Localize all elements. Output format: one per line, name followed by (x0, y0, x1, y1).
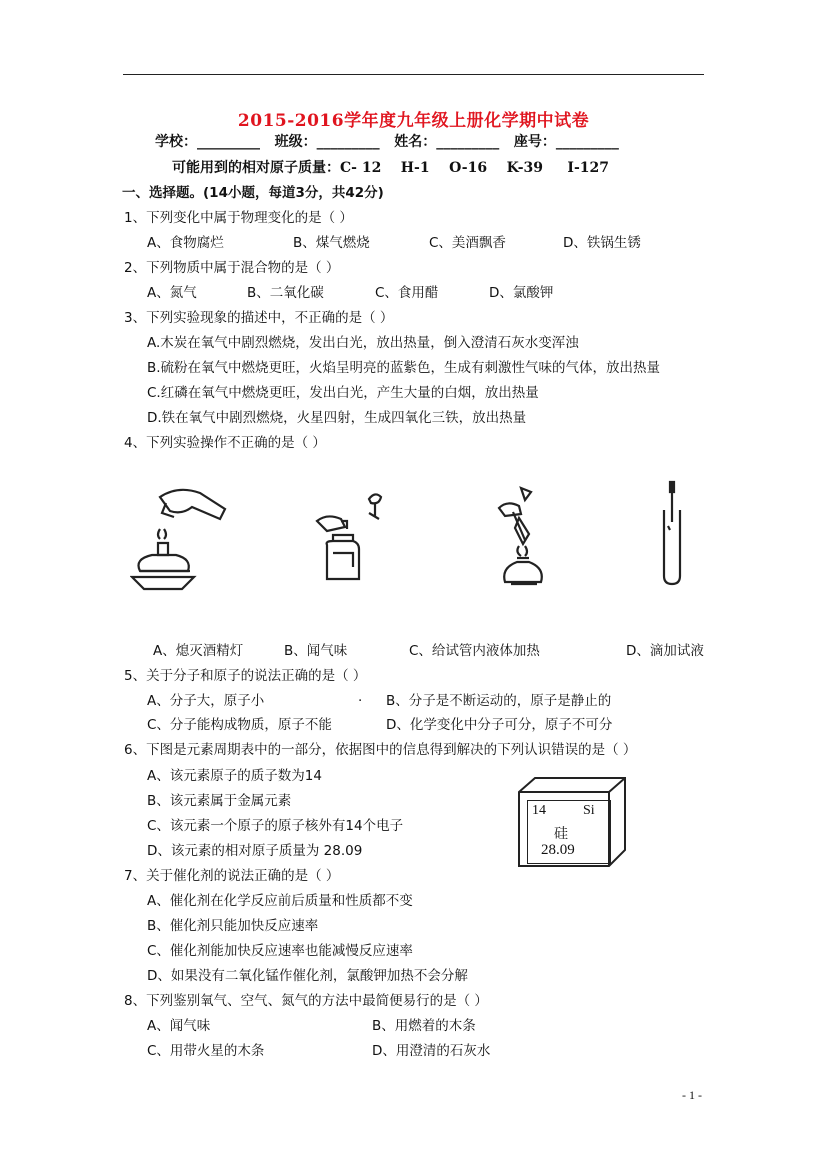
question-8-option-d: D、用澄清的石灰水 (372, 1043, 491, 1059)
question-2-option-b: B、二氧化碳 (247, 285, 324, 301)
question-1-option-b: B、煤气燃烧 (293, 235, 370, 251)
question-3-option-a: A.木炭在氧气中剧烈燃烧，发出白光，放出热量，倒入澄清石灰水变浑浊 (147, 335, 579, 351)
question-6-option-b: B、该元素属于金属元素 (147, 793, 292, 809)
question-4-stem: 4、下列实验操作不正确的是（ ） (124, 435, 326, 451)
question-8-option-a: A、闻气味 (147, 1018, 211, 1034)
section-heading: 一、选择题。(14小题，每道3分，共42分) (122, 185, 384, 201)
question-4-option-b: B、闻气味 (284, 643, 348, 659)
page-number: - 1 - (682, 1088, 702, 1102)
question-2-option-d: D、氯酸钾 (489, 285, 554, 301)
question-2-stem: 2、下列物质中属于混合物的是（ ） (124, 260, 340, 276)
element-name: 硅 (554, 826, 568, 842)
question-5-option-a: A、分子大，原子小 (147, 693, 265, 709)
question-1-stem: 1、下列变化中属于物理变化的是（ ） (124, 210, 353, 226)
dropper-test-tube-figure (660, 480, 684, 588)
student-info-line: 学校：_________ 班级：_________ 姓名：_________ 座号：_________ (155, 134, 619, 150)
question-6-stem: 6、下图是元素周期表中的一部分，依据图中的信息得到解决的下列认识错误的是（ ） (124, 742, 637, 758)
question-3-option-b: B.硫粉在氧气中燃烧更旺，火焰呈明亮的蓝紫色，生成有刺激性气味的气体，放出热量 (147, 360, 661, 376)
element-symbol: Si (583, 803, 595, 818)
question-5-option-d: D、化学变化中分子可分，原子不可分 (386, 717, 613, 733)
question-1-option-a: A、食物腐烂 (147, 235, 224, 251)
heating-test-tube-figure (495, 484, 555, 594)
header-rule (123, 74, 704, 75)
element-atomic-mass: 28.09 (541, 842, 575, 858)
question-7-option-c: C、催化剂能加快反应速率也能减慢反应速率 (147, 943, 413, 959)
question-2-option-a: A、氮气 (147, 285, 197, 301)
question-6-option-d: D、该元素的相对原子质量为 28.09 (147, 843, 363, 859)
atomic-mass-line: 可能用到的相对原子质量：C- 12 H-1 O-16 K-39 I-127 (172, 160, 609, 176)
question-8-stem: 8、下列鉴别氧气、空气、氮气的方法中最简便易行的是（ ） (124, 993, 488, 1009)
question-8-option-b: B、用燃着的木条 (372, 1018, 476, 1034)
question-4-option-a: A、熄灭酒精灯 (153, 643, 244, 659)
question-6-option-a: A、该元素原子的质子数为14 (147, 768, 322, 784)
question-5-option-c: C、分子能构成物质，原子不能 (147, 717, 332, 733)
smell-gas-figure (313, 487, 393, 587)
question-1-option-c: C、美酒飘香 (429, 235, 506, 251)
question-7-option-a: A、催化剂在化学反应前后质量和性质都不变 (147, 893, 413, 909)
question-3-stem: 3、下列实验现象的描述中，不正确的是（ ） (124, 310, 394, 326)
question-4-option-c: C、给试管内液体加热 (409, 643, 540, 659)
question-5-stem: 5、关于分子和原子的说法正确的是（ ） (124, 668, 367, 684)
question-6-option-c: C、该元素一个原子的原子核外有14个电子 (147, 818, 404, 834)
alcohol-lamp-blowing-figure (130, 485, 230, 595)
question-3-option-d: D.铁在氧气中剧烈燃烧，火星四射，生成四氧化三铁，放出热量 (147, 410, 527, 426)
question-7-option-d: D、如果没有二氧化锰作催化剂，氯酸钾加热不会分解 (147, 968, 468, 984)
question-3-option-c: C.红磷在氧气中燃烧更旺，发出白光，产生大量的白烟，放出热量 (147, 385, 539, 401)
question-1-option-d: D、铁锅生锈 (563, 235, 641, 251)
question-2-option-c: C、食用醋 (375, 285, 439, 301)
question-5-option-b: B、分子是不断运动的，原子是静止的 (386, 693, 612, 709)
question-4-option-d: D、滴加试液 (626, 643, 704, 659)
stray-dot: . (358, 689, 363, 705)
element-atomic-number: 14 (532, 803, 546, 818)
question-8-option-c: C、用带火星的木条 (147, 1043, 265, 1059)
page-title: 2015-2016学年度九年级上册化学期中试卷 (237, 111, 590, 131)
question-7-stem: 7、关于催化剂的说法正确的是（ ） (124, 868, 340, 884)
element-cell-figure (517, 776, 629, 872)
question-7-option-b: B、催化剂只能加快反应速率 (147, 918, 319, 934)
